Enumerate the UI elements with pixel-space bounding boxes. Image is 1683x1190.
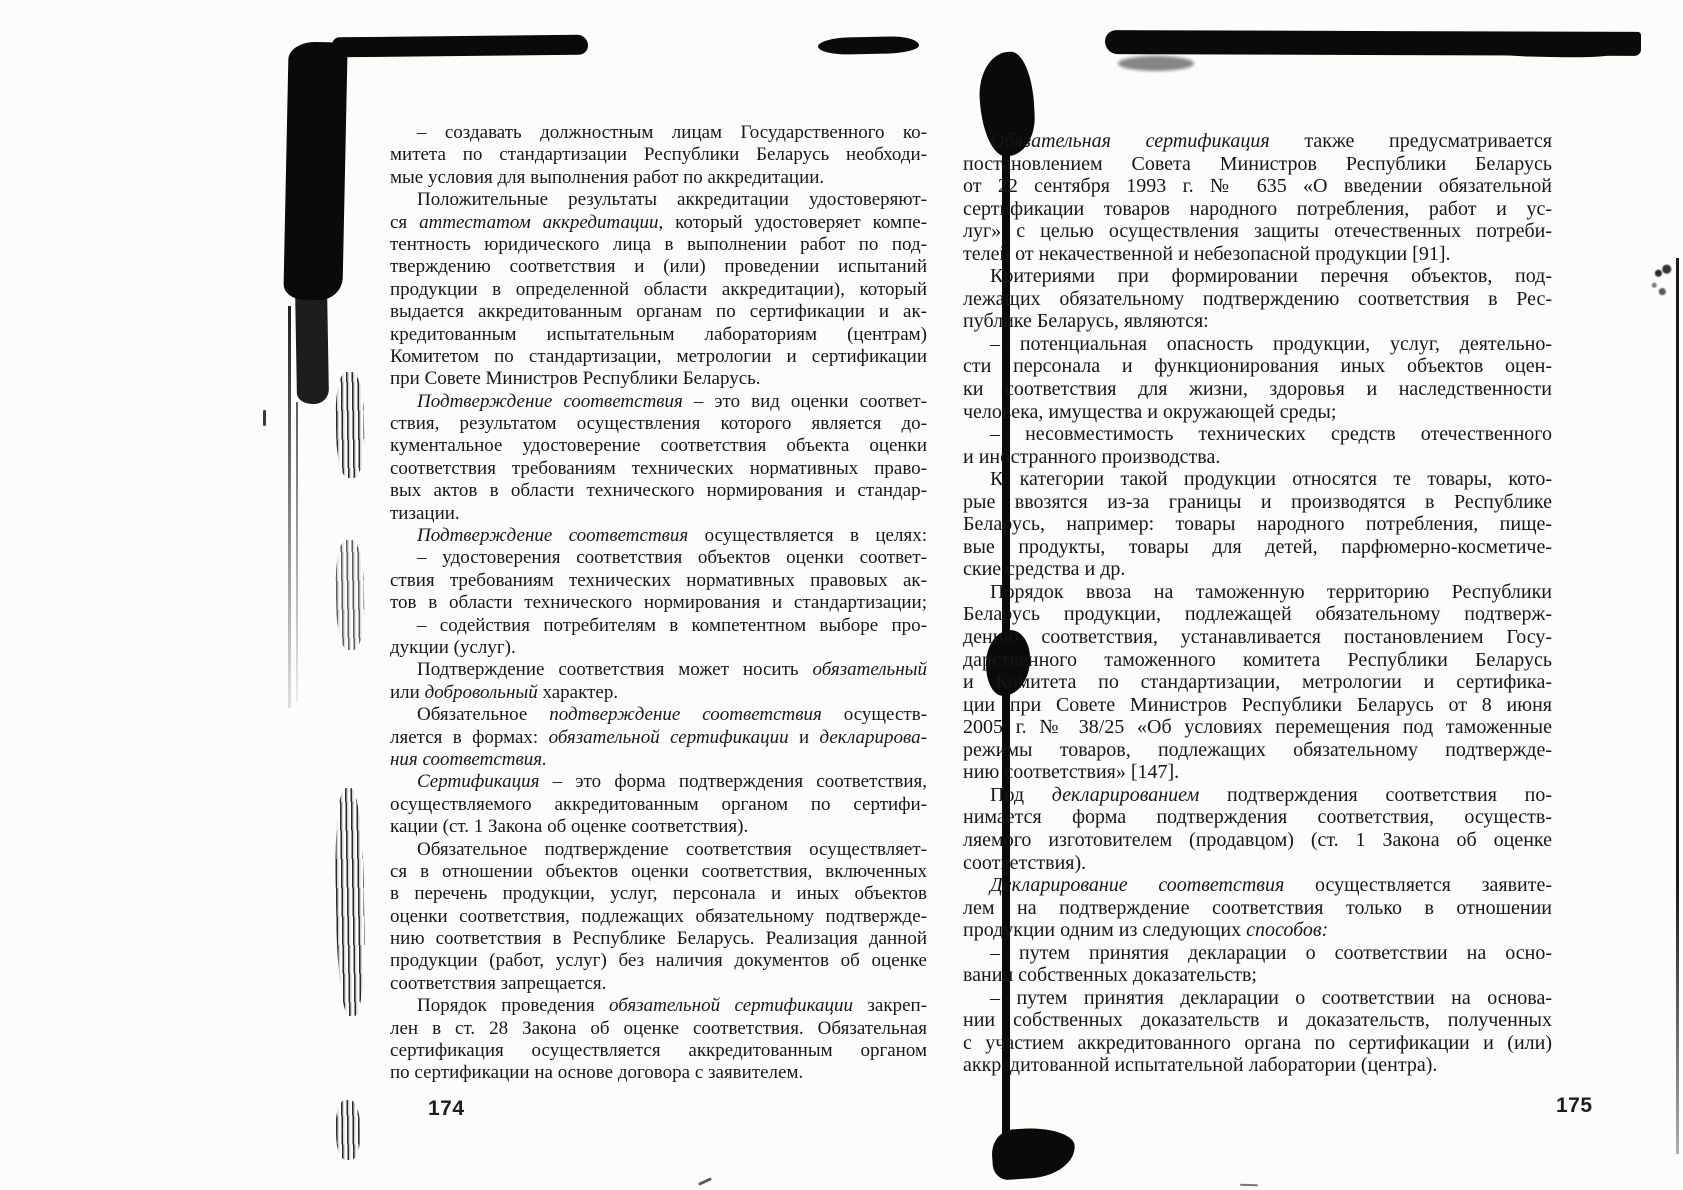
text-line: – потенциальная опасность продукции, услуг, деятельно- (990, 332, 1552, 355)
text-line: тверждению соответствия и (или) проведении испытаний (390, 256, 927, 278)
text-line: выдается аккредитованным органам по сертификации и ак- (390, 301, 927, 323)
text-line: лем на подтверждение соответствия только в отношении (963, 896, 1552, 919)
text-line: тизации. (390, 502, 460, 524)
scan-artifact-left-streak-band (335, 1100, 360, 1160)
text-line: тов в области технического нормирования и стандартизации; (390, 592, 927, 614)
text-line: постановлением Совета Министров Республики Беларусь (963, 152, 1552, 175)
text-line: и Комитета по стандартизации, метрологии и сертифика- (963, 671, 1552, 694)
scan-artifact-top-middle-blob (818, 36, 919, 55)
text-line: ки соответствия для жизни, здоровья и наследственности (963, 378, 1552, 401)
text-line: – путем принятия декларации о соответствии на осно- (990, 941, 1552, 964)
text-line: Обязательное подтверждение соответствия осуществляет- (417, 838, 927, 860)
text-line: от 22 сентября 1993 г. № 635 «О введении обязательной (963, 175, 1552, 198)
text-line: сертификация осуществляется аккредитованным органом (390, 1040, 927, 1062)
text-line: Подтверждение соответствия осуществляется в целях: (417, 525, 927, 547)
text-line: Порядок проведения обязательной сертификации закреп- (417, 995, 927, 1017)
text-line: продукции одним из следующих способов: (963, 919, 1329, 942)
text-line: Комитетом по стандартизации, метрологии и сертификации (390, 345, 927, 367)
text-line: рые ввозятся из-за границы и производятся в Республике (963, 490, 1552, 513)
text-line: человека, имущества и окружающей среды; (963, 400, 1337, 423)
right-page-text (963, 130, 1552, 1077)
scan-artifact-left-edge-blob (283, 41, 347, 300)
text-line: кации (ст. 1 Закона об оценке соответствия). (390, 816, 749, 838)
text-line: луг» с целью осуществления защиты отечественных потреби- (963, 220, 1552, 243)
text-line: Сертификация – это форма подтверждения соответствия, (417, 771, 927, 793)
text-line: аккредитованной испытательной лаборатории (центра). (963, 1054, 1438, 1077)
text-line: нии собственных доказательств и доказательств, полученных (963, 1009, 1552, 1032)
text-line: – удостоверения соответствия объектов оценки соответ- (417, 547, 927, 569)
scan-artifact-left-streak-band (335, 372, 365, 478)
text-line: лежащих обязательному подтверждению соответствия в Рес- (963, 287, 1552, 310)
scan-artifact-bottom-slash (698, 1177, 712, 1186)
text-line: дению соответствия, устанавливается постановлением Госу- (963, 626, 1552, 649)
text-line: Подтверждение соответствия – это вид оценки соответ- (417, 390, 927, 412)
text-line: продукции в определенной области аккредитации), который (390, 278, 927, 300)
text-line: нию соответствия в Республике Беларусь. Реализация данной (390, 928, 927, 950)
text-line: продукции (работ, услуг) без наличия документов об оценке (390, 950, 927, 972)
scan-artifact-left-streak (288, 306, 291, 708)
text-line: ствия, результатом осуществления которого является до- (390, 413, 927, 435)
text-line: ся аттестатом аккредитации, который удостоверяет компе- (390, 211, 927, 233)
text-line: лен в ст. 28 Закона об оценке соответствия. Обязательная (390, 1017, 927, 1039)
text-line: осуществляемого аккредитованным органом по сертифи- (390, 793, 927, 815)
text-line: и иностранного производства. (963, 445, 1221, 468)
text-line: Критериями при формировании перечня объектов, под- (990, 265, 1552, 288)
text-line: вые продукты, товары для детей, парфюмерно-косметиче- (963, 535, 1552, 558)
text-line: – содействия потребителям в компетентном выборе про- (417, 614, 927, 636)
text-line: соответствия). (963, 851, 1087, 874)
text-line: кументальное удостоверение соответствия объекта оценки (390, 435, 927, 457)
scan-artifact-left-edge-blob-tail (295, 282, 329, 405)
text-line: – путем принятия декларации о соответствии на основа- (990, 986, 1552, 1009)
text-line: соответствия требованиям технических нормативных право- (390, 457, 927, 479)
scan-artifact-left-streak (296, 402, 298, 702)
scan-artifact-top-right-fuzz (1118, 56, 1194, 71)
text-line: Беларусь, например: товары народного потребления, пище- (963, 513, 1552, 536)
scan-artifact-top-left-bar (332, 35, 588, 58)
text-line: телей от некачественной и небезопасной продукции [91]. (963, 242, 1451, 265)
scan-artifact-right-edge-line (1676, 258, 1679, 1154)
scan-artifact-bottom-dash (1240, 1184, 1258, 1187)
scan-artifact-top-right-bar-bump (1490, 46, 1612, 58)
text-line: при Совете Министров Республики Беларусь. (390, 368, 761, 390)
text-line: – несовместимость технических средств отечественного (990, 423, 1552, 446)
text-line: вании собственных доказательств; (963, 964, 1257, 987)
right-page-number: 175 (1556, 1094, 1593, 1117)
scan-artifact-left-streak-band (334, 788, 366, 1016)
text-line: мые условия для выполнения работ по аккредитации. (390, 166, 825, 188)
text-line: Порядок ввоза на таможенную территорию Республики (990, 580, 1552, 603)
scan-artifact-binding-blob-bottom (990, 1125, 1076, 1181)
text-line: дарственного таможенного комитета Республики Беларусь (963, 648, 1552, 671)
text-line: Беларусь продукции, подлежащей обязательному подтверж- (963, 603, 1552, 626)
text-line: Обязательное подтверждение соответствия осуществ- (417, 704, 927, 726)
text-line: 2005 г. № 38/25 «Об условиях перемещения под таможенные (963, 716, 1552, 739)
text-line: ские средства и др. (963, 558, 1126, 581)
text-line: сертификации товаров народного потребления, работ и ус- (963, 197, 1552, 220)
scan-artifact-left-dash (263, 410, 266, 426)
scan-artifact-left-streak-band (335, 540, 365, 650)
text-line: Положительные результаты аккредитации удостоверяют- (417, 189, 927, 211)
text-line: – создавать должностным лицам Государственного ко- (417, 122, 927, 143)
text-line: Под декларированием подтверждения соответствия по- (990, 783, 1552, 806)
text-line: ляется в формах: обязательной сертификации и декларирова- (390, 726, 927, 748)
text-line: тентность юридического лица в выполнении работ по под- (390, 233, 927, 255)
text-line: соответствия запрещается. (390, 972, 607, 994)
left-page-number: 174 (428, 1097, 465, 1120)
text-line: ляемого изготовителем (продавцом) (ст. 1 Закона об оценке (963, 828, 1552, 851)
text-line: по сертификации на основе договора с заявителем. (390, 1062, 804, 1084)
text-line: режимы товаров, подлежащих обязательному подтвержде- (963, 738, 1552, 761)
text-line: оценки соответствия, подлежащих обязательному подтвержде- (390, 905, 927, 927)
text-line: с участием аккредитованного органа по сертификации и (или) (963, 1031, 1552, 1054)
text-line: К категории такой продукции относятся те товары, кото- (990, 468, 1552, 491)
text-line: сти персонала и функционирования иных объектов оцен- (963, 355, 1552, 378)
text-line: ся в отношении объектов оценки соответствия, включенных (390, 860, 927, 882)
text-line: в перечень продукции, услуг, персонала и иных объектов (390, 883, 927, 905)
scan-artifact-right-ink-splotch (1648, 262, 1674, 302)
text-line: публике Беларусь, являются: (963, 310, 1209, 333)
text-line: или добровольный характер. (390, 681, 619, 703)
text-line: ния соответствия. (390, 748, 547, 770)
text-line: ствия требованиям технических нормативных правовых ак- (390, 569, 927, 591)
text-line: дукции (услуг). (390, 636, 516, 658)
left-page-text (390, 122, 927, 1085)
text-line: ции при Совете Министров Республики Беларусь от 8 июня (963, 693, 1552, 716)
text-line: нимается форма подтверждения соответствия, осуществ- (963, 806, 1552, 829)
text-line: Подтверждение соответствия может носить обязательный (417, 659, 927, 681)
text-line: Декларирование соответствия осуществляется заявите- (990, 874, 1552, 897)
text-line: Обязательная сертификация также предусматривается (990, 130, 1552, 152)
text-line: митета по стандартизации Республики Беларусь необходи- (390, 144, 927, 166)
text-line: нию соответствия» [147]. (963, 761, 1180, 784)
text-line: вых актов в области технического нормирования и стандар- (390, 480, 927, 502)
text-line: кредитованным испытательным лабораториям (центрам) (390, 323, 927, 345)
